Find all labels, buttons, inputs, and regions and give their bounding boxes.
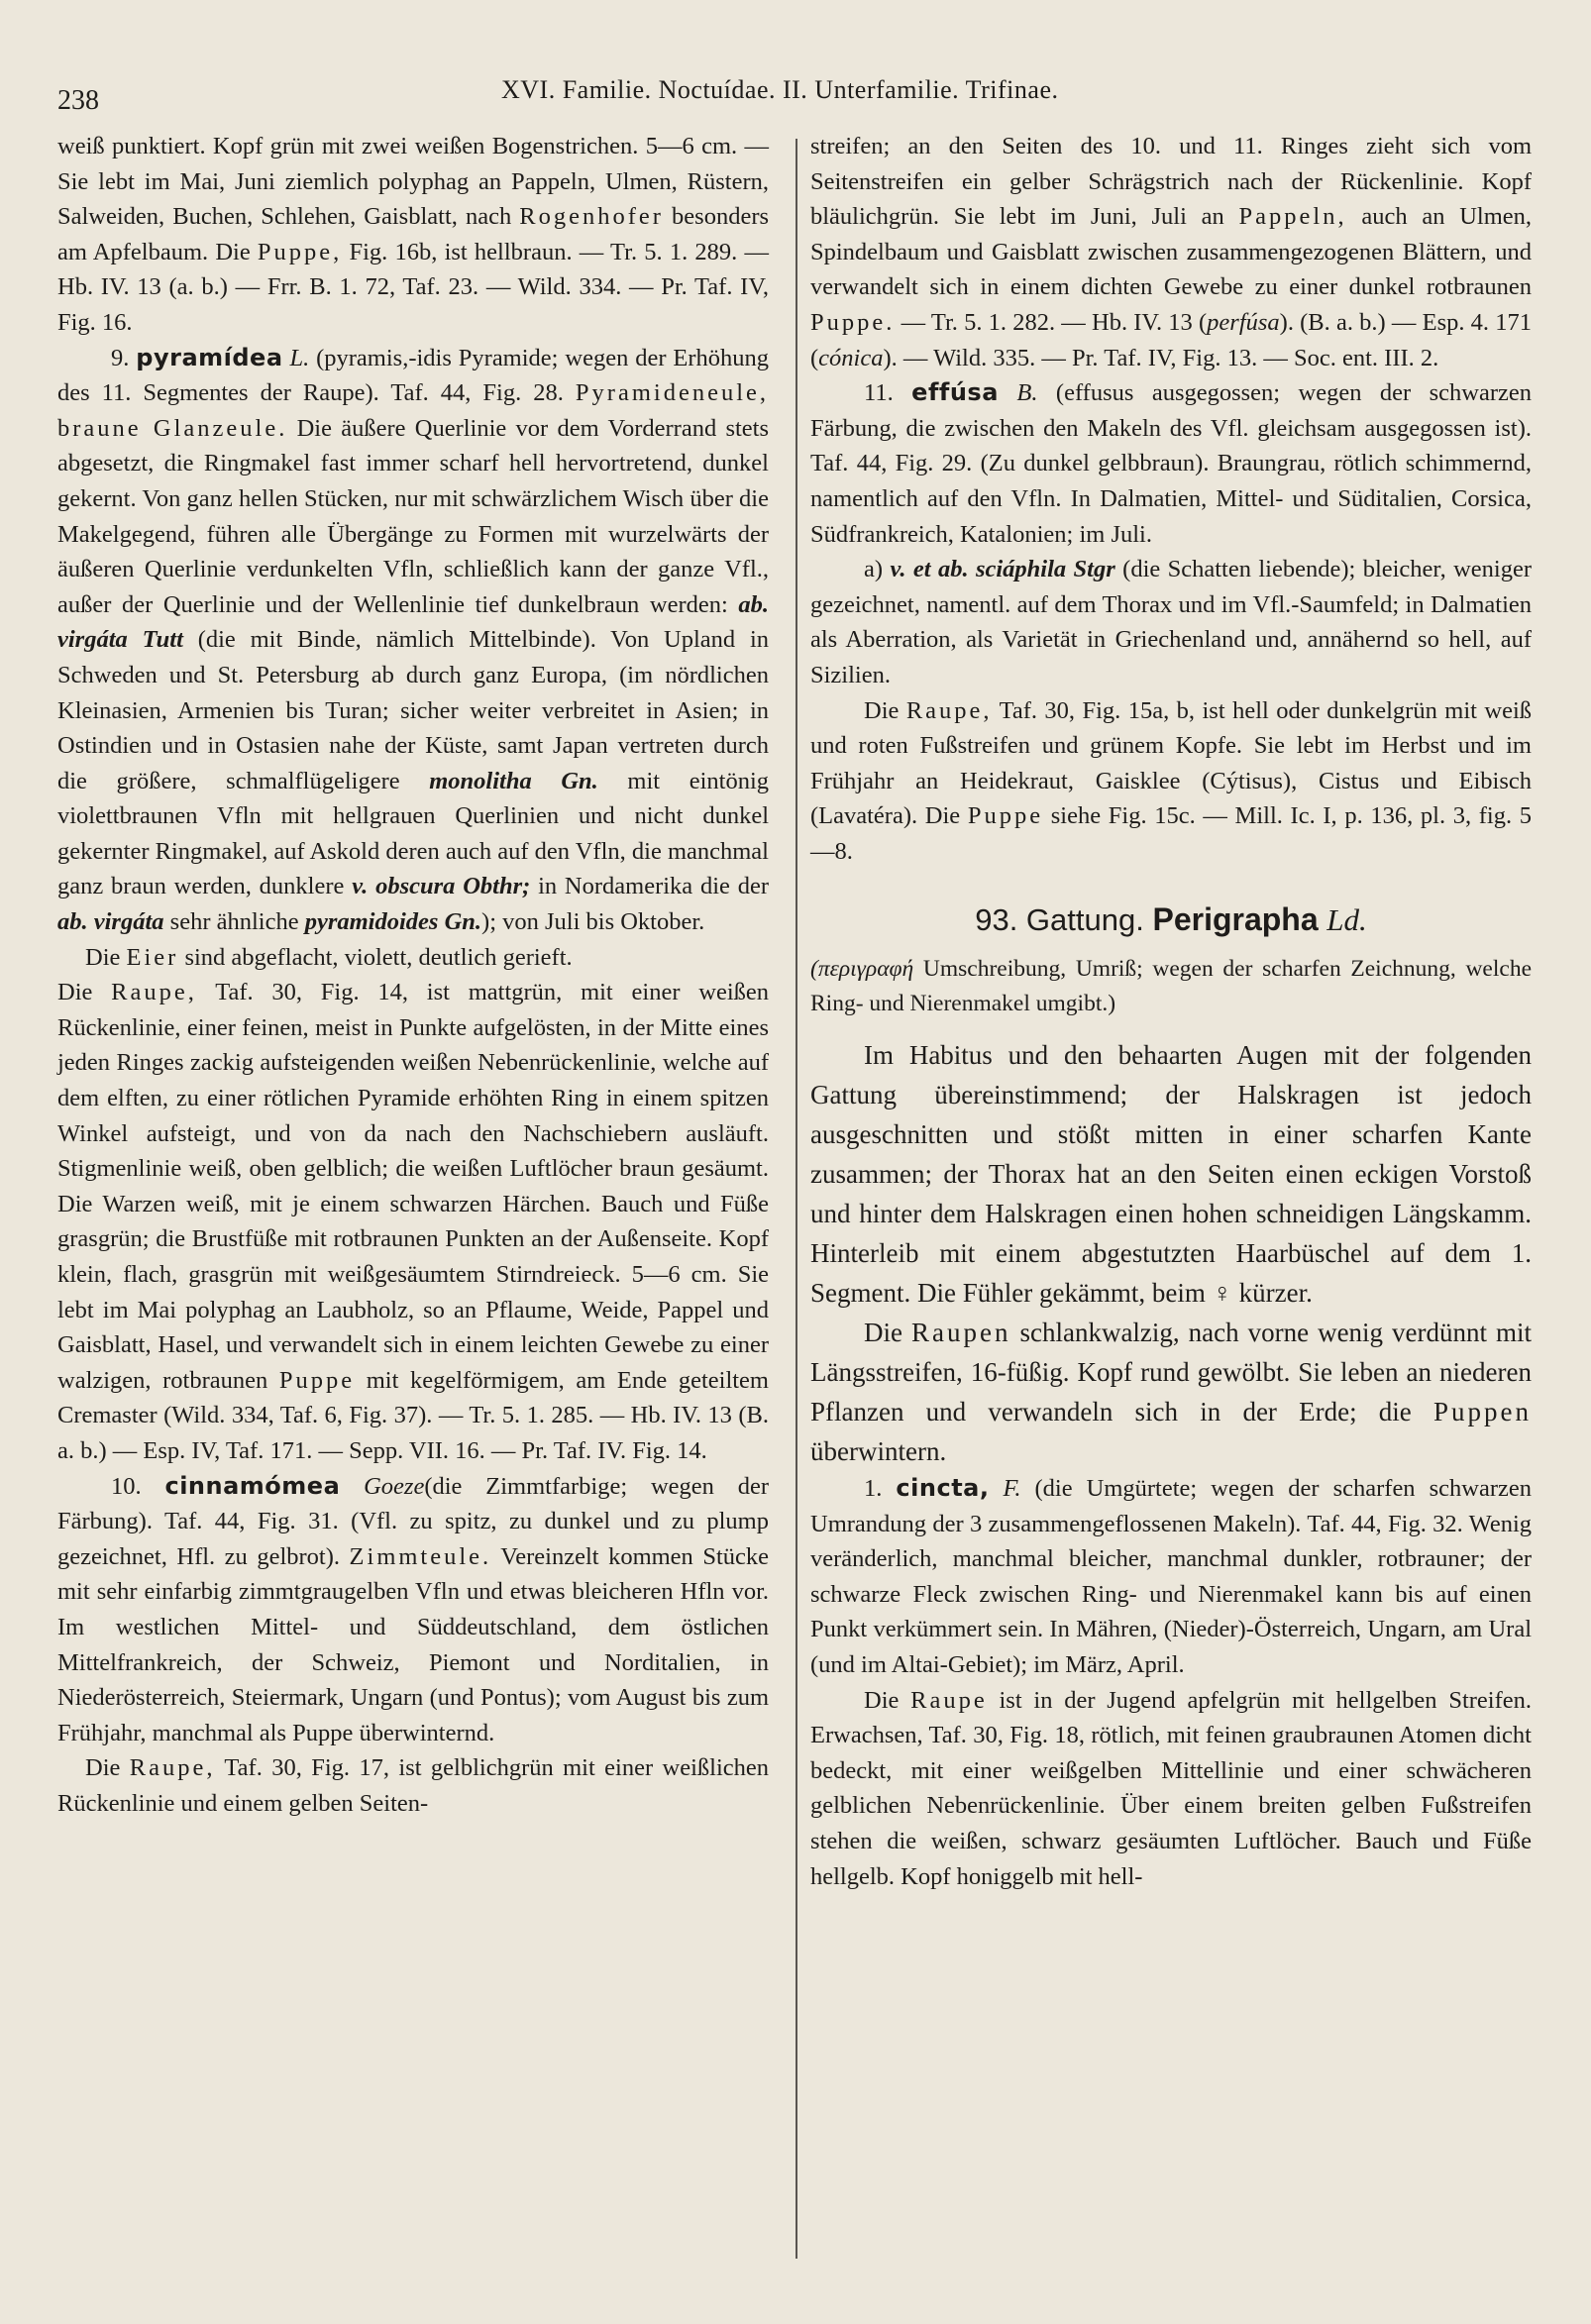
text: Taf. 30, Fig. 17, ist gelblichgrün mit einer weißlichen Rückenlinie und einem gelben Seiten- <box>57 1754 770 1817</box>
paragraph-raupe <box>810 1683 1532 1895</box>
common-name: Pyramideneule, braune Glanzeule. <box>57 379 769 442</box>
term-puppen: Puppen <box>1433 1397 1533 1427</box>
text: in Nordamerika die der <box>538 873 769 900</box>
species-entry-effusa <box>810 375 1532 552</box>
text: (die mit Binde, nämlich Mittelbinde). Von Upland in Schweden und St. Petersburg ab durch ganz Europa, (im nördlichen Kleinasien, Armenien bis Turan; sicher weiter verbreitet in Asien; in Ostindien und in Ostasien nahe der Küste, samt Japan vertreten durch die größere, schmalflügeligere <box>57 626 770 794</box>
genus-raupen <box>810 1313 1532 1471</box>
species-number: 9. <box>111 344 130 371</box>
term-pappeln: Pappeln, <box>1238 203 1347 231</box>
text: sind abgeflacht, violett, deutlich gerieft. <box>184 943 573 971</box>
term-raupe: Raupe, <box>905 696 993 724</box>
species-name: cinnamómea <box>164 1471 341 1500</box>
text: (pyramis,-idis Pyramide; wegen der Erhöhung des 11. Segmentes der Raupe). Taf. 44, Fig. 28. <box>57 344 770 407</box>
paragraph-raupe <box>810 693 1532 870</box>
right-column <box>810 129 1532 1894</box>
text: Fig. 16b, ist hellbraun. — Tr. 5. 1. 289. — Hb. IV. 13 (a. b.) — Frr. B. 1. 72, Taf. 23. — Wild. 334. — Pr. Taf. IV, Fig. 16. <box>57 238 769 336</box>
species-number: 11. <box>864 379 894 407</box>
text: sehr ähnliche <box>169 908 299 936</box>
term-raupe: Raupe <box>910 1686 988 1714</box>
running-title: XVI. Familie. Noctuídae. II. Unterfamilie. Trifinae. <box>501 75 1059 104</box>
page-header <box>57 69 1534 116</box>
text: auch an Ulmen, Spindelbaum und Gaisblatt zwischen zusammengezogenen Blättern, und verwandelt sich in einem dichten Gewebe zu einer dunkel rotbraunen <box>810 203 1533 301</box>
paragraph-raupe <box>57 975 769 1468</box>
paragraph-continuation <box>57 129 769 341</box>
text: Umschreibung, Umriß; wegen der scharfen Zeichnung, welche Ring- und Nierenmakel umgibt.) <box>810 956 1533 1017</box>
genus-description <box>810 1035 1532 1313</box>
author-name: Rogenhofer <box>519 203 664 231</box>
column-divider <box>796 139 797 2259</box>
text: Die <box>864 696 900 724</box>
text: Die <box>864 1686 900 1714</box>
paragraph-eier <box>57 940 769 976</box>
text: mit kegelförmigem, am Ende geteiltem Cremaster (Wild. 334, Taf. 6, Fig. 37). — Tr. 5. 1. 285. — Hb. IV. 13 (B. a. b.) — Esp. IV, Taf. 171. — Sepp. VII. 16. — Pr. Taf. IV. Fig. 14. <box>57 1366 769 1464</box>
text: (die Umgürtete; wegen der scharfen schwarzen Umrandung der 3 zusammengeflossenen Makeln). Taf. 44, Fig. 32. Wenig veränderlich, manchmal bleicher, manchmal dunkler, rotbrauner; der schwarze Fleck zwischen Ring- und Nierenmakel kann bis auf einen Punkt verkümmert sein. In Mähren, (Nieder)-Österreich, Ungarn, am Ural (und im Altai-Gebiet); im März, April. <box>810 1475 1532 1679</box>
variety-name: v. et ab. sciáphila Stgr <box>890 556 1115 583</box>
species-number: 1. <box>864 1475 883 1503</box>
genus-heading <box>810 902 1532 938</box>
aberration-name: ab. virgáta Tutt <box>57 590 770 654</box>
genus-etymology <box>810 952 1532 1021</box>
genus-author: Ld. <box>1326 902 1367 938</box>
text: Vereinzelt kommen Stücke mit sehr einfarbig zimmtgraugelben Vfln und etwas bleicheren Hfln vor. Im westlichen Mittel- und Süddeutschland, dem östlichen Mittelfrankreich, der Schweiz, Piemont und Norditalien, in Niederösterreich, Steiermark, Ungarn (und Pontus); vom August bis zum Frühjahr, manchmal als Puppe überwinternd. <box>57 1542 770 1746</box>
paragraph-continuation <box>810 129 1532 375</box>
common-name: Zimmteule. <box>349 1542 492 1570</box>
text: mit eintönig violettbraunen Vfln mit hellgrauen Querlinien und nicht dunkel gekernter Ringmakel, auf Askold deren auch auf den Vfln, die manchmal ganz braun werden, dunklere <box>57 767 770 900</box>
genus-number: 93. Gattung. <box>975 902 1144 938</box>
taxon-name: cónica <box>818 344 884 371</box>
text: Im Habitus und den behaarten Augen mit der folgenden Gattung übereinstimmend; der Halskragen ist jedoch ausgeschnitten und stößt mitten in einer scharfen Kante zusammen; der Thorax hat an den Seiten einen eckigen Vorstoß und hinter dem Halskragen einen hohen schneidigen Längskamm. Hinterleib mit einem abgestutzten Haarbüschel auf dem 1. Segment. Die Fühler gekämmt, beim ♀ kürzer. <box>810 1040 1532 1309</box>
species-entry-pyramidea <box>57 341 769 940</box>
text: — Tr. 5. 1. 282. — Hb. IV. 13 ( <box>901 308 1208 336</box>
species-author: Goeze <box>364 1472 425 1500</box>
species-author: F. <box>1003 1475 1021 1503</box>
text: a) <box>864 556 884 583</box>
species-name: cincta, <box>896 1474 990 1503</box>
term-eier: Eier <box>126 943 179 971</box>
greek-word: (περιγραφή <box>810 956 914 983</box>
text: Taf. 30, Fig. 14, ist mattgrün, mit einer weißen Rückenlinie, einer feinen, meist in Punkte aufgelösten, in der Mitte eines jeden Ringes zackig aufsteigenden weißen Nebenrückenlinie, welche auf dem elften, zu einer rötlichen Pyramide erhöhten Ring in einem spitzen Winkel aufsteigt, und von da nach den Nachschiebern ausläuft. Stigmenlinie weiß, oben gelblich; die weißen Luftlöcher braun gesäumt. Die Warzen weiß, mit je einem schwarzen Härchen. Bauch und Füße grasgrün; die Brustfüße mit rotbraunen Punkten an der Außenseite. Kopf klein, flach, grasgrün mit weißgesäumtem Stirndreieck. 5—6 cm. Sie lebt im Mai polyphag an Laubholz, so an Pflaume, Weide, Pappel und Gaisblatt, Hasel, und verwandelt sich in einem leichten Gewebe zu einer walzigen, rotbraunen <box>57 979 769 1394</box>
taxon-name: perfúsa <box>1207 308 1280 336</box>
term-puppe: Puppe <box>967 802 1044 830</box>
term-raupe: Raupe, <box>111 979 197 1006</box>
term-puppe: Puppe <box>278 1366 356 1394</box>
term-raupe: Raupe, <box>129 1754 216 1782</box>
taxon-name: monolitha Gn. <box>429 767 598 794</box>
text: Die <box>85 943 121 971</box>
text: ). — Wild. 335. — Pr. Taf. IV, Fig. 13. — Soc. ent. III. 2. <box>883 344 1439 371</box>
variety-entry <box>810 552 1532 692</box>
species-name: pyramídea <box>136 343 283 371</box>
species-entry-cincta <box>810 1471 1532 1683</box>
taxon-name: pyramidoides Gn. <box>304 908 482 936</box>
text: ). (B. a. b.) — Esp. 4. 171 ( <box>810 308 1533 371</box>
page-number: 238 <box>57 85 99 116</box>
variety-name: v. obscura Obthr; <box>352 873 531 900</box>
genus-name: Perigrapha <box>1152 901 1319 938</box>
left-column <box>57 129 769 1822</box>
text: überwintern. <box>810 1436 947 1467</box>
text: Die äußere Querlinie vor dem Vorderrand stets abgesetzt, die Ringmakel fast immer scharf hell hervortretend, dunkel gekernt. Von ganz hellen Stücken, nur mit schwärzlichem Wisch über die Makelgegend, führen alle Übergänge zu Formen mit wurzelwärts der äußeren Querlinie verdunkelten Vfln, schließlich kann der ganze Vfl., außer der Querlinie und der Wellenlinie tief dunkelbraun werden: <box>57 414 770 618</box>
term-puppe: Puppe, <box>257 238 343 265</box>
species-name: effúsa <box>911 378 999 407</box>
paragraph-raupe <box>57 1750 769 1821</box>
text: Taf. 30, Fig. 15a, b, ist hell oder dunkelgrün mit weiß und roten Fußstreifen und grünem Kopfe. Sie lebt im Herbst und im Frühjahr an Heidekraut, Gaisklee (Cýtisus), Cistus und Eibisch (Lavatéra). Die <box>810 696 1533 830</box>
text: besonders am Apfelbaum. Die <box>57 203 770 265</box>
text: siehe Fig. 15c. — Mill. Ic. I, p. 136, pl. 3, fig. 5—8. <box>810 802 1533 865</box>
species-author: L. <box>289 344 310 371</box>
text: (die Zimmtfarbige; wegen der Färbung). Taf. 44, Fig. 31. (Vfl. zu spitz, zu dunkel und zu plump gezeichnet, Hfl. zu gelbrot). <box>57 1472 770 1570</box>
text: schlankwalzig, nach vorne wenig verdünnt mit Längsstreifen, 16-füßig. Kopf rund gewölbt. Sie leben an niederen Pflanzen und verwandeln sich in der Erde; die <box>810 1318 1533 1427</box>
text: ist in der Jugend apfelgrün mit hellgelben Streifen. Erwachsen, Taf. 30, Fig. 18, rötlich, mit feinen graubraunen Atomen dicht bedeckt, mit einer weißgelben Mittellinie und einer schwächeren gelblichen Nebenrückenlinie. Über einem breiten gelben Fußstreifen stehen die weißen, schwarz gesäumten Luftlöcher. Bauch und Füße hellgelb. Kopf honiggelb mit hell- <box>810 1686 1532 1890</box>
term-raupen: Raupen <box>910 1318 1011 1348</box>
text: streifen; an den Seiten des 10. und 11. Ringes zieht sich vom Seitenstreifen ein gelber Schrägstrich nach der Rückenlinie. Kopf bläulichgrün. Sie lebt im Juni, Juli an <box>810 133 1532 231</box>
species-author: B. <box>1016 379 1038 407</box>
text: Die <box>85 1754 121 1782</box>
text: ); von Juli bis Oktober. <box>481 908 705 936</box>
aberration-name: ab. virgáta <box>57 908 164 936</box>
text: (effusus ausgegossen; wegen der schwarzen Färbung, die zwischen den Makeln des Vfl. gleichsam ausgegossen ist). Taf. 44, Fig. 29. (Zu dunkel gelbbraun). Braungrau, rötlich schimmernd, namentlich auf den Vfln. In Dalmatien, Mittel- und Süditalien, Corsica, Südfrankreich, Katalonien; im Juli. <box>810 379 1533 548</box>
text: Die <box>57 979 93 1006</box>
species-number: 10. <box>111 1472 142 1500</box>
text: Die <box>864 1318 902 1348</box>
text: weiß punktiert. Kopf grün mit zwei weißen Bogenstrichen. 5—6 cm. — Sie lebt im Mai, Juni ziemlich polyphag an Pappeln, Ulmen, Rüstern, Salweiden, Buchen, Schlehen, Gaisblatt, nach <box>57 133 769 231</box>
text: (die Schatten liebende); bleicher, weniger gezeichnet, namentl. auf dem Thorax und im Vfl.-Saumfeld; in Dalmatien als Aberration, als Varietät in Griechenland und, annähernd so hell, auf Sizilien. <box>810 556 1533 688</box>
term-puppe: Puppe. <box>810 308 896 336</box>
species-entry-cinnamomea <box>57 1469 769 1751</box>
